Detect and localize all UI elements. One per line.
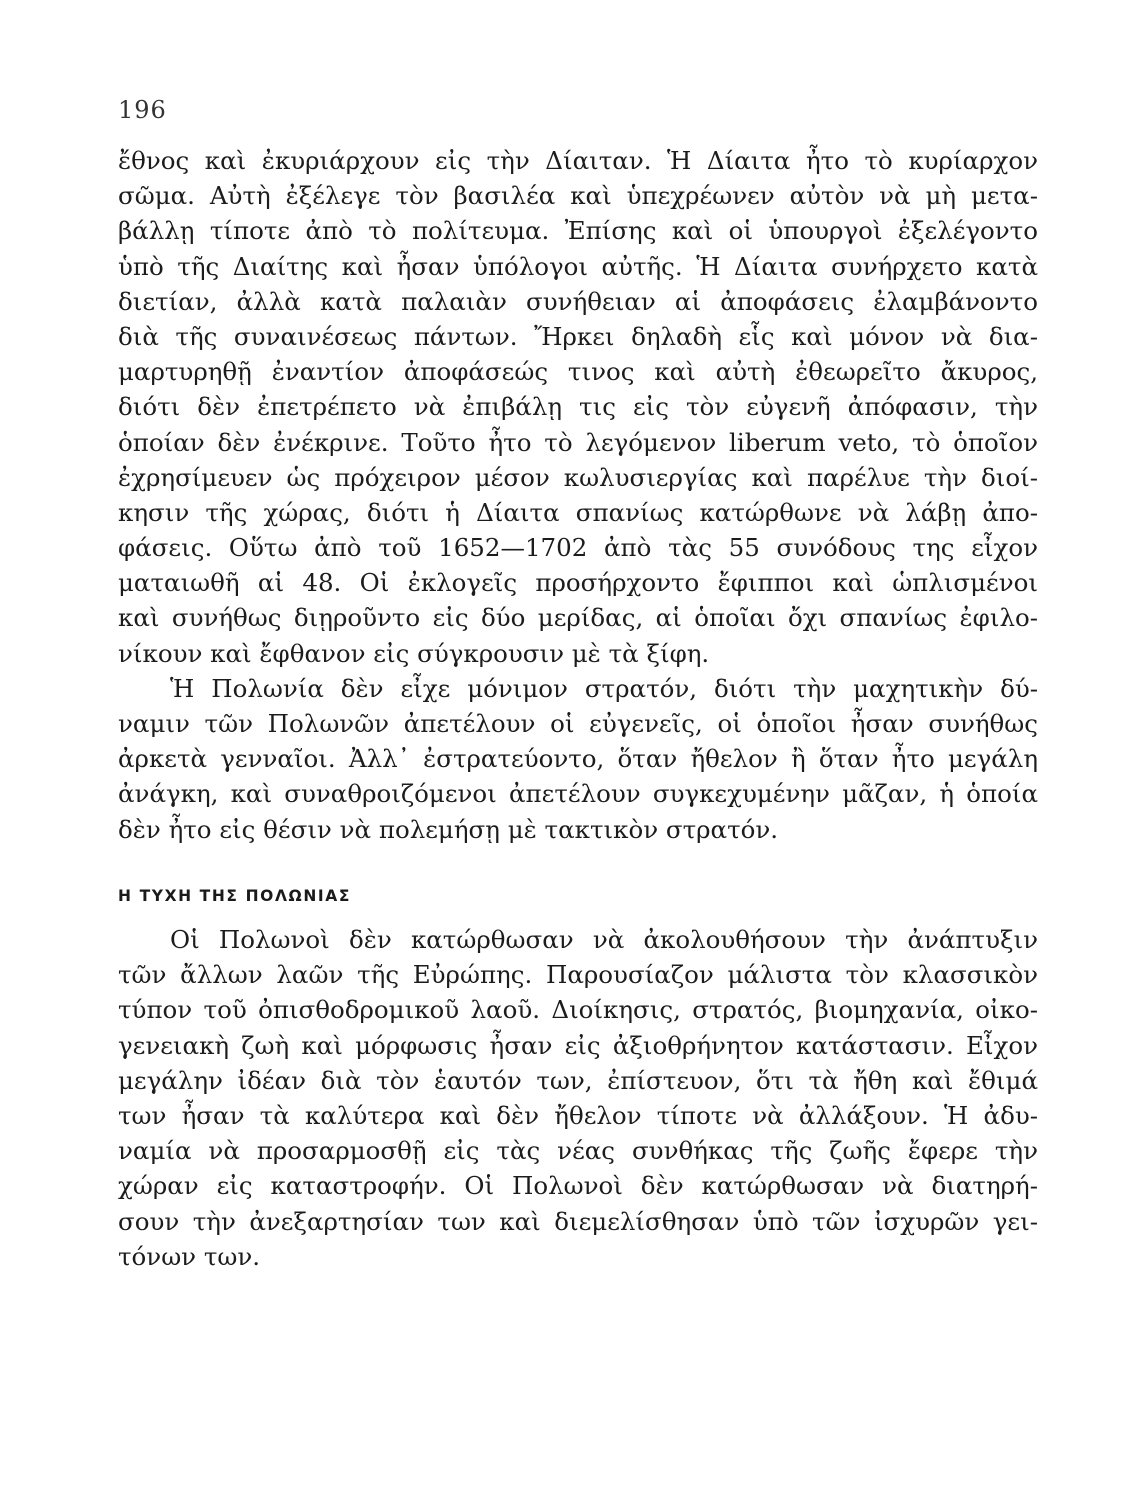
text-line: ματαιωθῆ αἱ 48. Οἱ ἐκλογεῖς προσήρχοντο ἔφιπποι καὶ ὡπλισμένοι xyxy=(118,568,1038,598)
paragraph-dieta xyxy=(118,143,1038,847)
text-line: μαρτυρηθῇ ἐναντίον ἀποφάσεώς τινος καὶ αὐτὴ ἐθεωρεῖτο ἄκυρος, xyxy=(118,357,1038,387)
text-line: βάλλῃ τίποτε ἀπὸ τὸ πολίτευμα. Ἐπίσης καὶ οἱ ὑπουργοὶ ἐξελέγοντο xyxy=(118,216,1038,246)
text-line: ἀρκετὰ γενναῖοι. Ἀλλ᾽ ἐστρατεύοντο, ὅταν ἤθελον ἢ ὅταν ἦτο μεγάλη xyxy=(118,744,1038,774)
text-line: διὰ τῆς συναινέσεως πάντων. Ἤρκει δηλαδὴ εἷς καὶ μόνον νὰ δια- xyxy=(118,321,1038,351)
text-line: χώραν εἰς καταστροφήν. Οἱ Πολωνοὶ δὲν κατώρθωσαν νὰ διατηρή- xyxy=(118,1171,1038,1201)
text-line: διετίαν, ἀλλὰ κατὰ παλαιὰν συνήθειαν αἱ ἀποφάσεις ἐλαμβάνοντο xyxy=(118,286,1038,316)
text-line: των ἦσαν τὰ καλύτερα καὶ δὲν ἤθελον τίποτε νὰ ἀλλάξουν. Ἡ ἀδυ- xyxy=(118,1100,1038,1130)
paragraph-fate-of-poland xyxy=(118,922,1038,1274)
text-line: δὲν ἦτο εἰς θέσιν νὰ πολεμήσῃ μὲ τακτικὸν στρατόν. xyxy=(118,814,779,844)
text-line: Οἱ Πολωνοὶ δὲν κατώρθωσαν νὰ ἀκολουθήσουν τὴν ἀνάπτυξιν xyxy=(170,925,1038,954)
text-line: γενειακὴ ζωὴ καὶ μόρφωσις ἦσαν εἰς ἀξιοθρήνητον κατάστασιν. Εἶχον xyxy=(118,1030,1038,1060)
page-number: 196 xyxy=(118,96,167,124)
text-line: Ἡ Πολωνία δὲν εἶχε μόνιμον στρατόν, διότι τὴν μαχητικὴν δύ- xyxy=(170,673,1038,703)
text-line: κησιν τῆς χώρας, διότι ἡ Δίαιτα σπανίως κατώρθωνε νὰ λάβῃ ἀπο- xyxy=(118,497,1038,527)
text-line: ναμία νὰ προσαρμοσθῇ εἰς τὰς νέας συνθήκας τῆς ζωῆς ἔφερε τὴν xyxy=(118,1136,1038,1166)
text-line: καὶ συνήθως διῃροῦντο εἰς δύο μερίδας, αἱ ὁποῖαι ὄχι σπανίως ἐφιλο- xyxy=(118,603,1038,633)
text-line: φάσεις. Οὕτω ἀπὸ τοῦ 1652—1702 ἀπὸ τὰς 55 συνόδους της εἶχον xyxy=(118,533,1038,563)
text-line: τύπον τοῦ ὀπισθοδρομικοῦ λαοῦ. Διοίκησις, στρατός, βιομηχανία, οἰκο- xyxy=(118,995,1038,1025)
text-line: τόνων των. xyxy=(118,1241,261,1271)
text-line: μεγάλην ἰδέαν διὰ τὸν ἑαυτόν των, ἐπίστευον, ὅτι τὰ ἤθη καὶ ἔθιμά xyxy=(118,1065,1038,1095)
text-line: διότι δὲν ἐπετρέπετο νὰ ἐπιβάλῃ τις εἰς τὸν εὐγενῆ ἀπόφασιν, τὴν xyxy=(118,392,1038,422)
section-heading: Η ΤΥΧΗ ΤΗΣ ΠΟΛΩΝΙΑΣ xyxy=(118,887,352,905)
text-line: νίκουν καὶ ἔφθανον εἰς σύγκρουσιν μὲ τὰ ξίφη. xyxy=(118,638,710,668)
text-line: ὑπὸ τῆς Διαίτης καὶ ἦσαν ὑπόλογοι αὐτῆς. Ἡ Δίαιτα συνήρχετο κατὰ xyxy=(118,251,1038,281)
text-line: ἐχρησίμευεν ὡς πρόχειρον μέσον κωλυσιεργίας καὶ παρέλυε τὴν διοί- xyxy=(118,462,1038,492)
text-line: ἔθνος καὶ ἐκυριάρχουν εἰς τὴν Δίαιταν. Ἡ Δίαιτα ἦτο τὸ κυρίαρχον xyxy=(118,146,1038,175)
text-line: ναμιν τῶν Πολωνῶν ἀπετέλουν οἱ εὐγενεῖς, οἱ ὁποῖοι ἦσαν συνήθως xyxy=(118,709,1038,738)
text-line: τῶν ἄλλων λαῶν τῆς Εὐρώπης. Παρουσίαζον μάλιστα τὸν κλασσικὸν xyxy=(118,960,1038,990)
text-line: σουν τὴν ἀνεξαρτησίαν των καὶ διεμελίσθησαν ὑπὸ τῶν ἰσχυρῶν γει- xyxy=(118,1206,1038,1236)
text-line: σῶμα. Αὐτὴ ἐξέλεγε τὸν βασιλέα καὶ ὑπεχρέωνεν αὐτὸν νὰ μὴ μετα- xyxy=(118,181,1038,211)
text-line: ὁποίαν δὲν ἐνέκρινε. Τοῦτο ἦτο τὸ λεγόμενον liberum veto, τὸ ὁποῖον xyxy=(118,427,1038,457)
text-line: ἀνάγκη, καὶ συναθροιζόμενοι ἀπετέλουν συγκεχυμένην μᾶζαν, ἡ ὁποία xyxy=(118,779,1038,809)
